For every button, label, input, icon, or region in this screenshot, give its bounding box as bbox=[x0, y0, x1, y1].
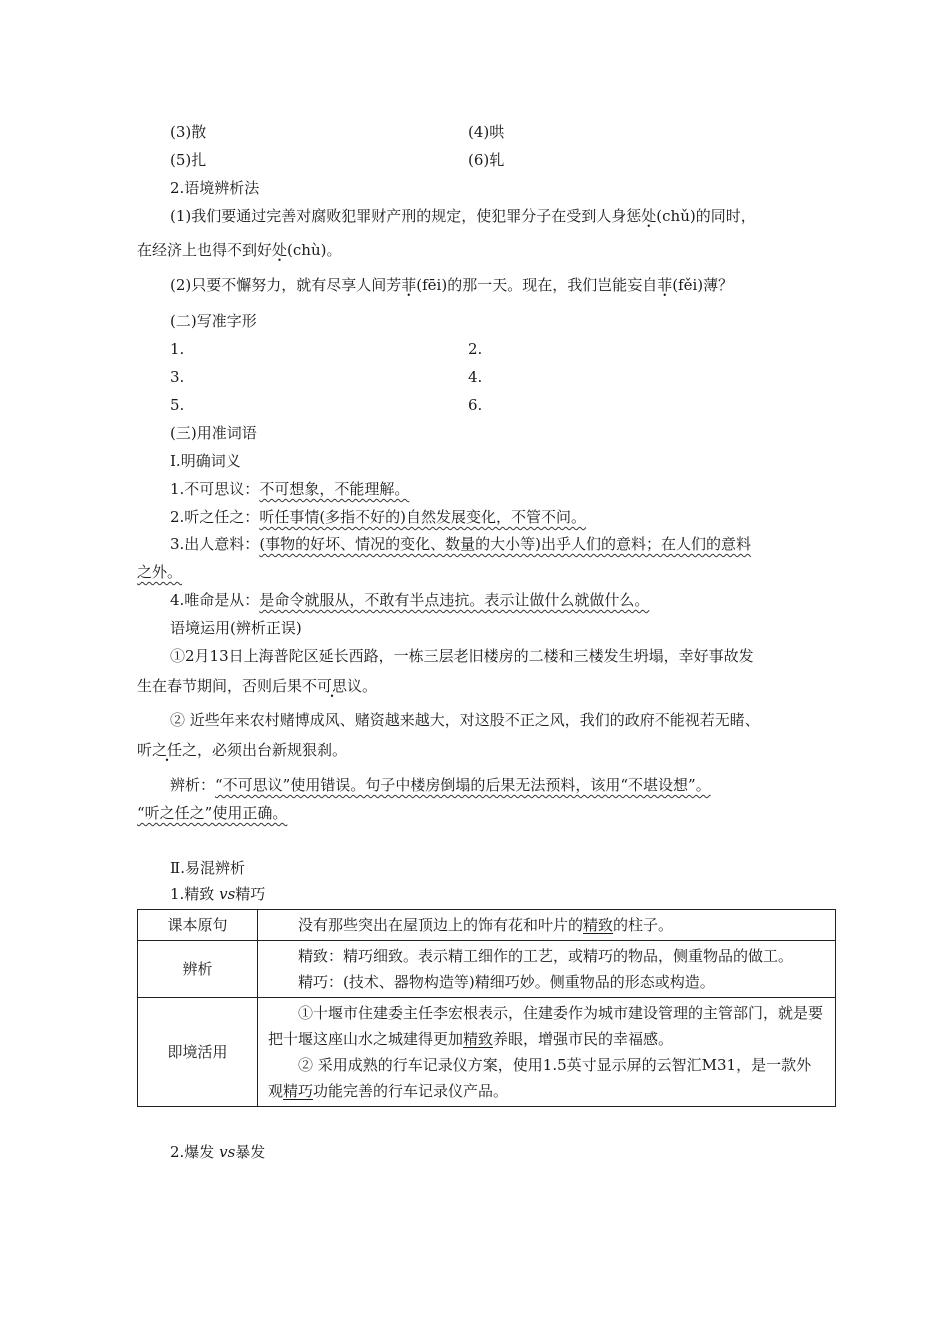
usage-sentence-1-cont: 生在春节期间，否则后果不可思议。 bbox=[137, 677, 378, 695]
row-key-analysis: 辨析 bbox=[138, 941, 258, 998]
method-heading: 2.语境辨析法 bbox=[170, 179, 260, 197]
pron-item-5: (5)扎 bbox=[170, 151, 207, 169]
glyph-item-2: 2. bbox=[468, 340, 483, 358]
example-sentence-1: (1)我们要通过完善对腐败犯罪财产刑的规定，使犯罪分子在受到人身惩处(chǔ)的同时， bbox=[170, 207, 756, 225]
usage-sentence-2-cont: 听之任之，必须出台新规狠刹。 bbox=[137, 741, 348, 759]
row-value-analysis: 精致：精巧细致。表示精工细作的工艺，或精巧的物品，侧重物品的做工。 精巧：(技术、器物构造等)精细巧妙。侧重物品的形态或构造。 bbox=[258, 941, 836, 998]
pair-heading-1: 1.精致 vs精巧 bbox=[170, 885, 266, 903]
table-row bbox=[138, 998, 836, 1107]
table-row bbox=[138, 910, 836, 941]
definition-4: 4.唯命是从：是命令就服从，不敢有半点违抗。表示让做什么就做什么。 bbox=[170, 591, 650, 609]
glyph-item-1: 1. bbox=[170, 340, 185, 358]
subsection-heading-meaning: Ⅰ.明确词义 bbox=[170, 452, 241, 470]
pair-heading-2: 2.爆发 vs暴发 bbox=[170, 1143, 266, 1161]
definition-3: 3.出人意料：(事物的好坏、情况的变化、数量的大小等)出乎人们的意料；在人们的意料 bbox=[170, 535, 752, 553]
pron-item-4: (4)哄 bbox=[468, 123, 505, 141]
subsection-heading-confusable: Ⅱ.易混辨析 bbox=[170, 859, 245, 877]
glyph-item-4: 4. bbox=[468, 368, 483, 386]
pron-item-6: (6)轧 bbox=[468, 151, 505, 169]
section-heading-words: (三)用准词语 bbox=[170, 424, 257, 442]
definition-3-cont: 之外。 bbox=[137, 563, 183, 581]
comparison-table bbox=[137, 909, 836, 1107]
row-value-application: ①十堰市住建委主任李宏根表示，住建委作为城市建设管理的主管部门，就是要把十堰这座山水之城建得更加精致养眼，增强市民的幸福感。 ② 采用成熟的行车记录仪方案，使用1.5英寸显示屏的云智汇M31，是一款外观精巧功能完善的行车记录仪产品。 bbox=[258, 998, 836, 1107]
section-heading-glyph: (二)写准字形 bbox=[170, 312, 257, 330]
glyph-item-6: 6. bbox=[468, 396, 483, 414]
usage-sentence-1: ①2月13日上海普陀区延长西路，一栋三层老旧楼房的二楼和三楼发生坍塌，幸好事故发 bbox=[170, 647, 754, 665]
row-value-original: 没有那些突出在屋顶边上的饰有花和叶片的精致的柱子。 bbox=[258, 910, 836, 941]
definition-1: 1.不可思议：不可想象，不能理解。 bbox=[170, 480, 410, 498]
analysis-line: 辨析：“不可思议”使用错误。句子中楼房倒塌的后果无法预料，该用“不堪设想”。 bbox=[170, 776, 711, 794]
usage-sentence-2: ② 近些年来农村赌博成风、赌资越来越大，对这股不正之风，我们的政府不能视若无睹、 bbox=[170, 711, 760, 729]
example-sentence-2: (2)只要不懈努力，就有尽享人间芳菲(fēi)的那一天。现在，我们岂能妄自菲(fěi)薄？ bbox=[170, 276, 734, 294]
definition-2: 2.听之任之：听任事情(多指不好的)自然发展变化，不管不问。 bbox=[170, 508, 587, 526]
table-row bbox=[138, 941, 836, 998]
usage-heading: 语境运用(辨析正误) bbox=[170, 619, 302, 637]
glyph-item-3: 3. bbox=[170, 368, 185, 386]
analysis-line-cont: “听之任之”使用正确。 bbox=[137, 804, 288, 822]
example-sentence-1-cont: 在经济上也得不到好处(chù)。 bbox=[137, 241, 342, 259]
pron-item-3: (3)散 bbox=[170, 123, 207, 141]
glyph-item-5: 5. bbox=[170, 396, 185, 414]
row-key-original: 课本原句 bbox=[138, 910, 258, 941]
row-key-application: 即境活用 bbox=[138, 998, 258, 1107]
